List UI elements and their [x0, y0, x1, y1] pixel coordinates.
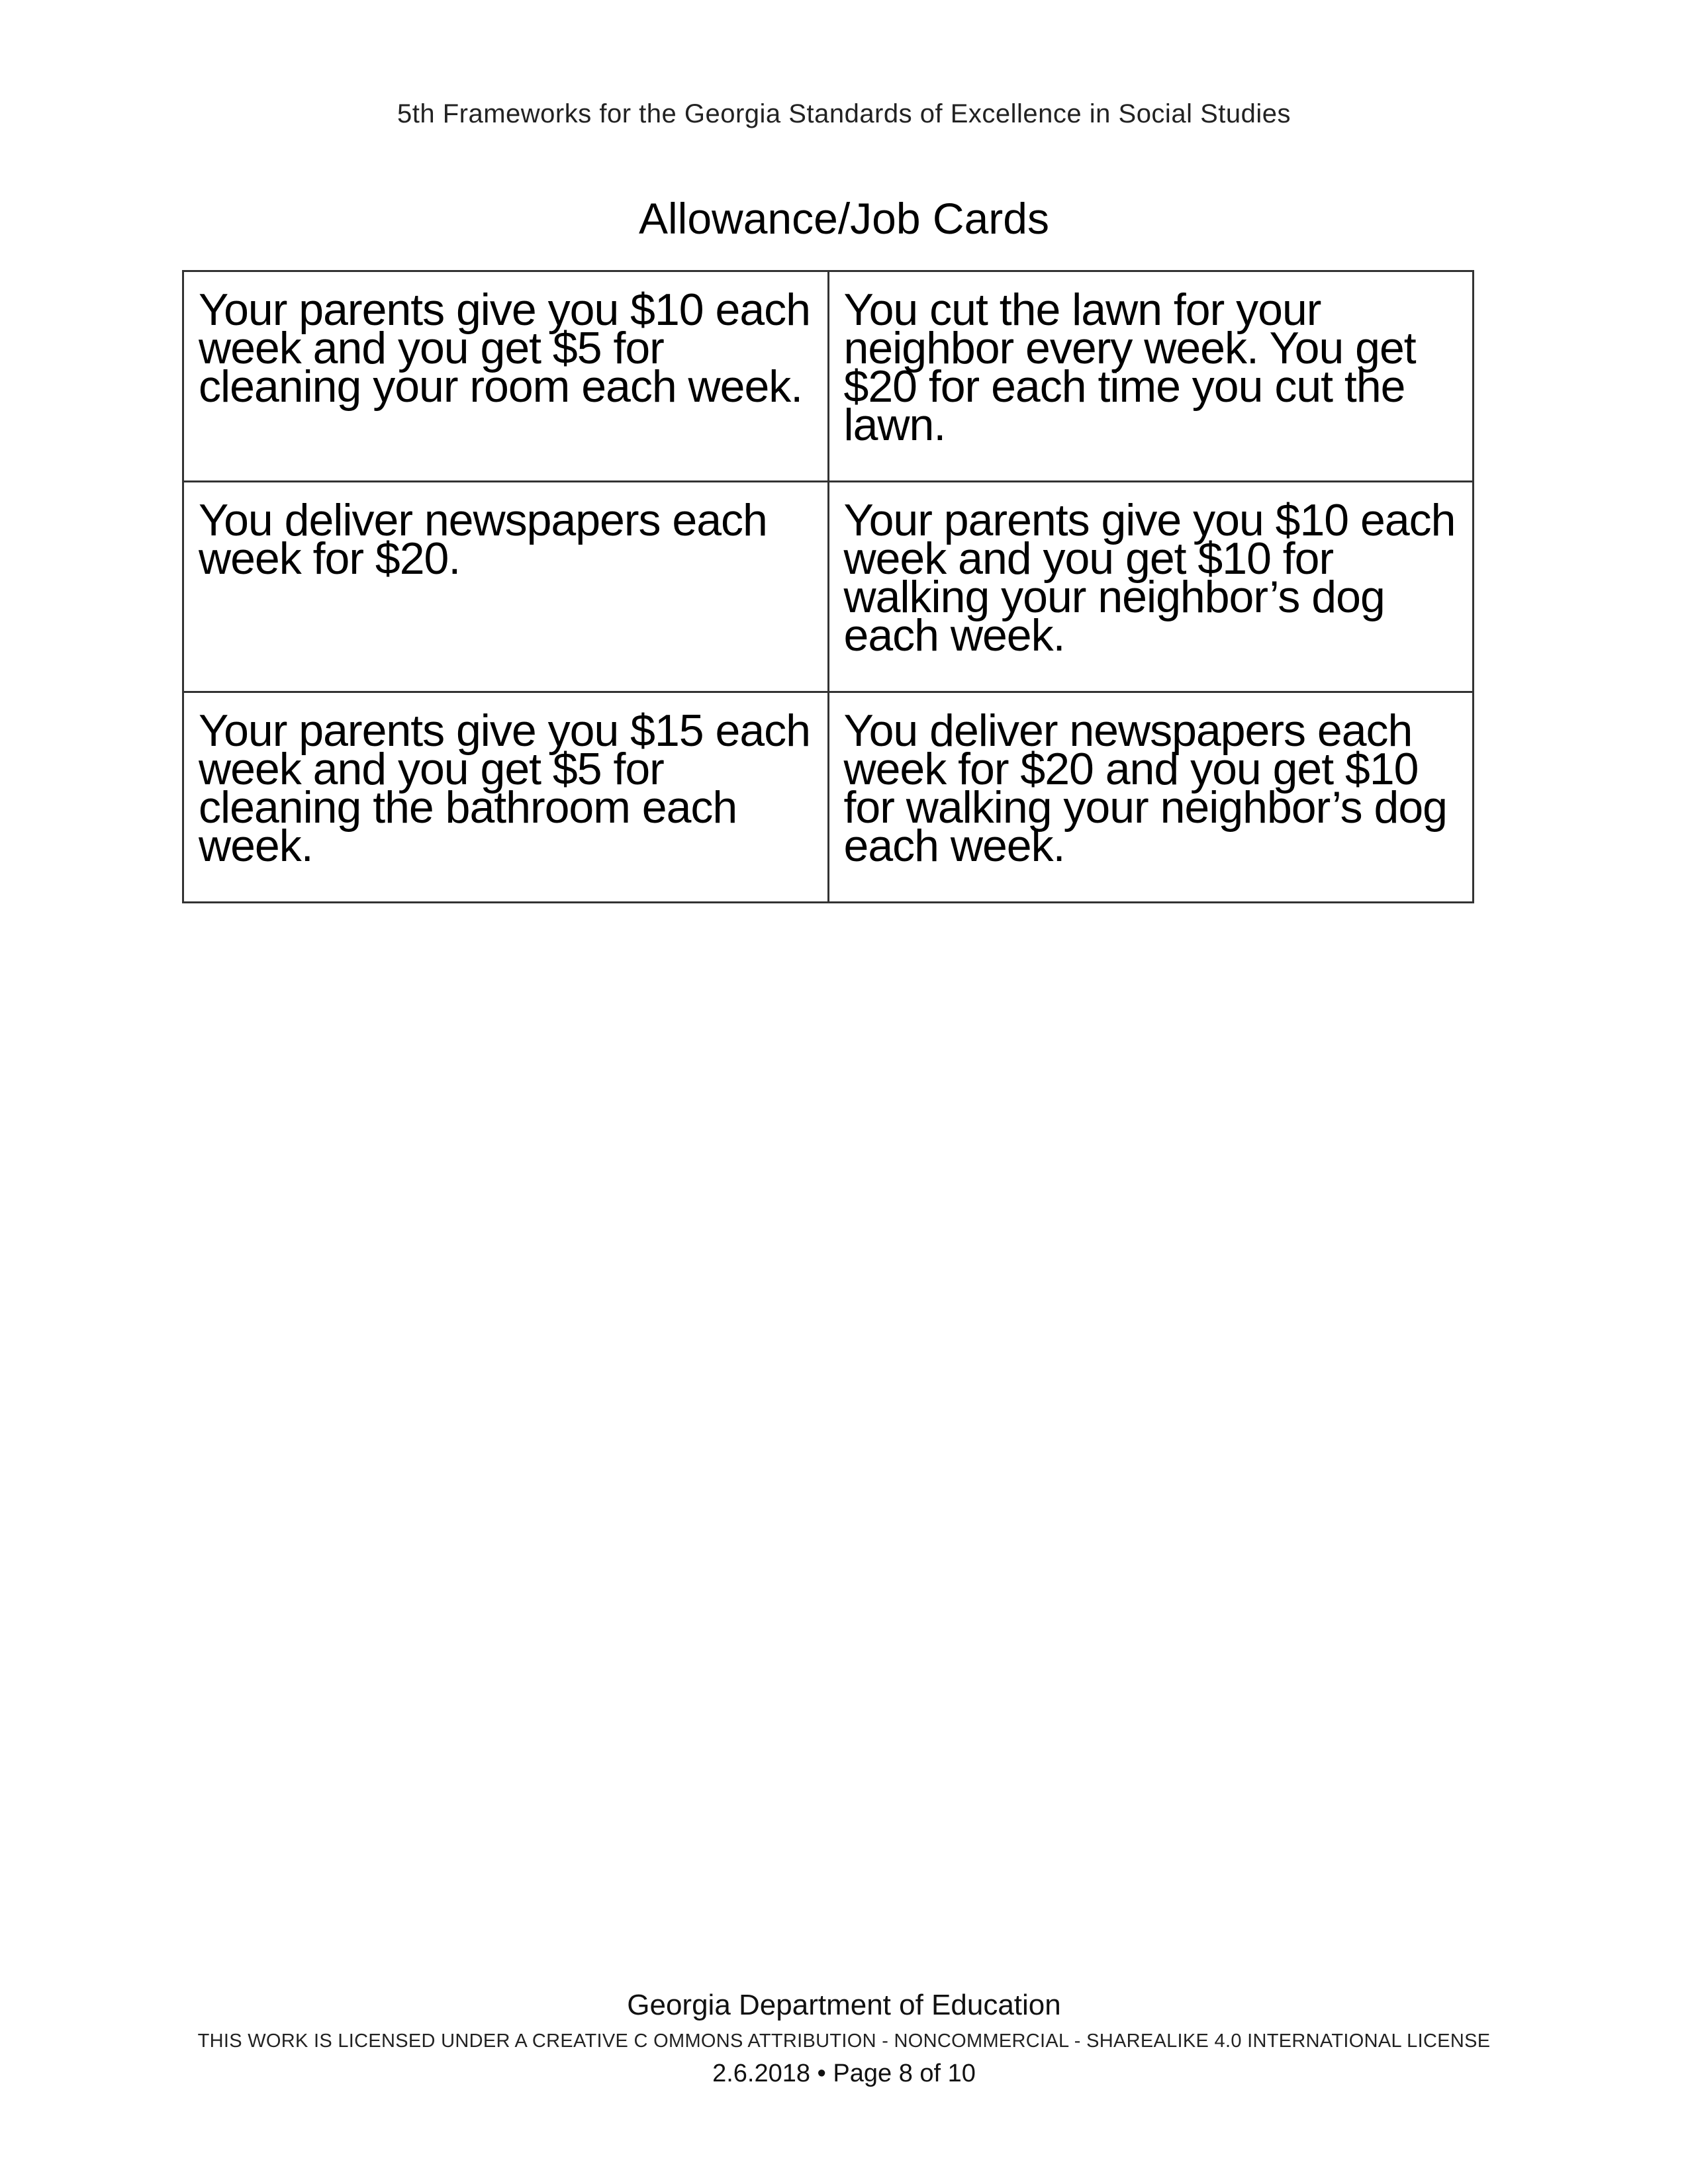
- job-card: You deliver newspapers each week for $20.: [183, 482, 829, 692]
- table-row: [183, 482, 1474, 692]
- running-header: 5th Frameworks for the Georgia Standards of Excellence in Social Studies: [397, 99, 1291, 128]
- page-title: Allowance/Job Cards: [639, 194, 1049, 243]
- job-card: You deliver newspapers each week for $20 and you get $10 for walking your neighbor’s dog each week.: [828, 692, 1474, 903]
- table-row: [183, 271, 1474, 482]
- footer-page-info: 2.6.2018 • Page 8 of 10: [712, 2060, 976, 2087]
- table-row: [183, 692, 1474, 903]
- job-card: Your parents give you $10 each week and you get $10 for walking your neighbor’s dog each week.: [828, 482, 1474, 692]
- footer-license: THIS WORK IS LICENSED UNDER A CREATIVE C OMMONS ATTRIBUTION - NONCOMMERCIAL - SHAREALIKE 4.0 INTERNATIONAL LICENSE: [197, 2030, 1491, 2052]
- job-cards-table: [182, 270, 1474, 903]
- job-card: Your parents give you $10 each week and you get $5 for cleaning your room each week.: [183, 271, 829, 482]
- footer-organization: Georgia Department of Education: [627, 1989, 1061, 2021]
- job-card: Your parents give you $15 each week and you get $5 for cleaning the bathroom each week.: [183, 692, 829, 903]
- job-card: You cut the lawn for your neighbor every week. You get $20 for each time you cut the lawn.: [828, 271, 1474, 482]
